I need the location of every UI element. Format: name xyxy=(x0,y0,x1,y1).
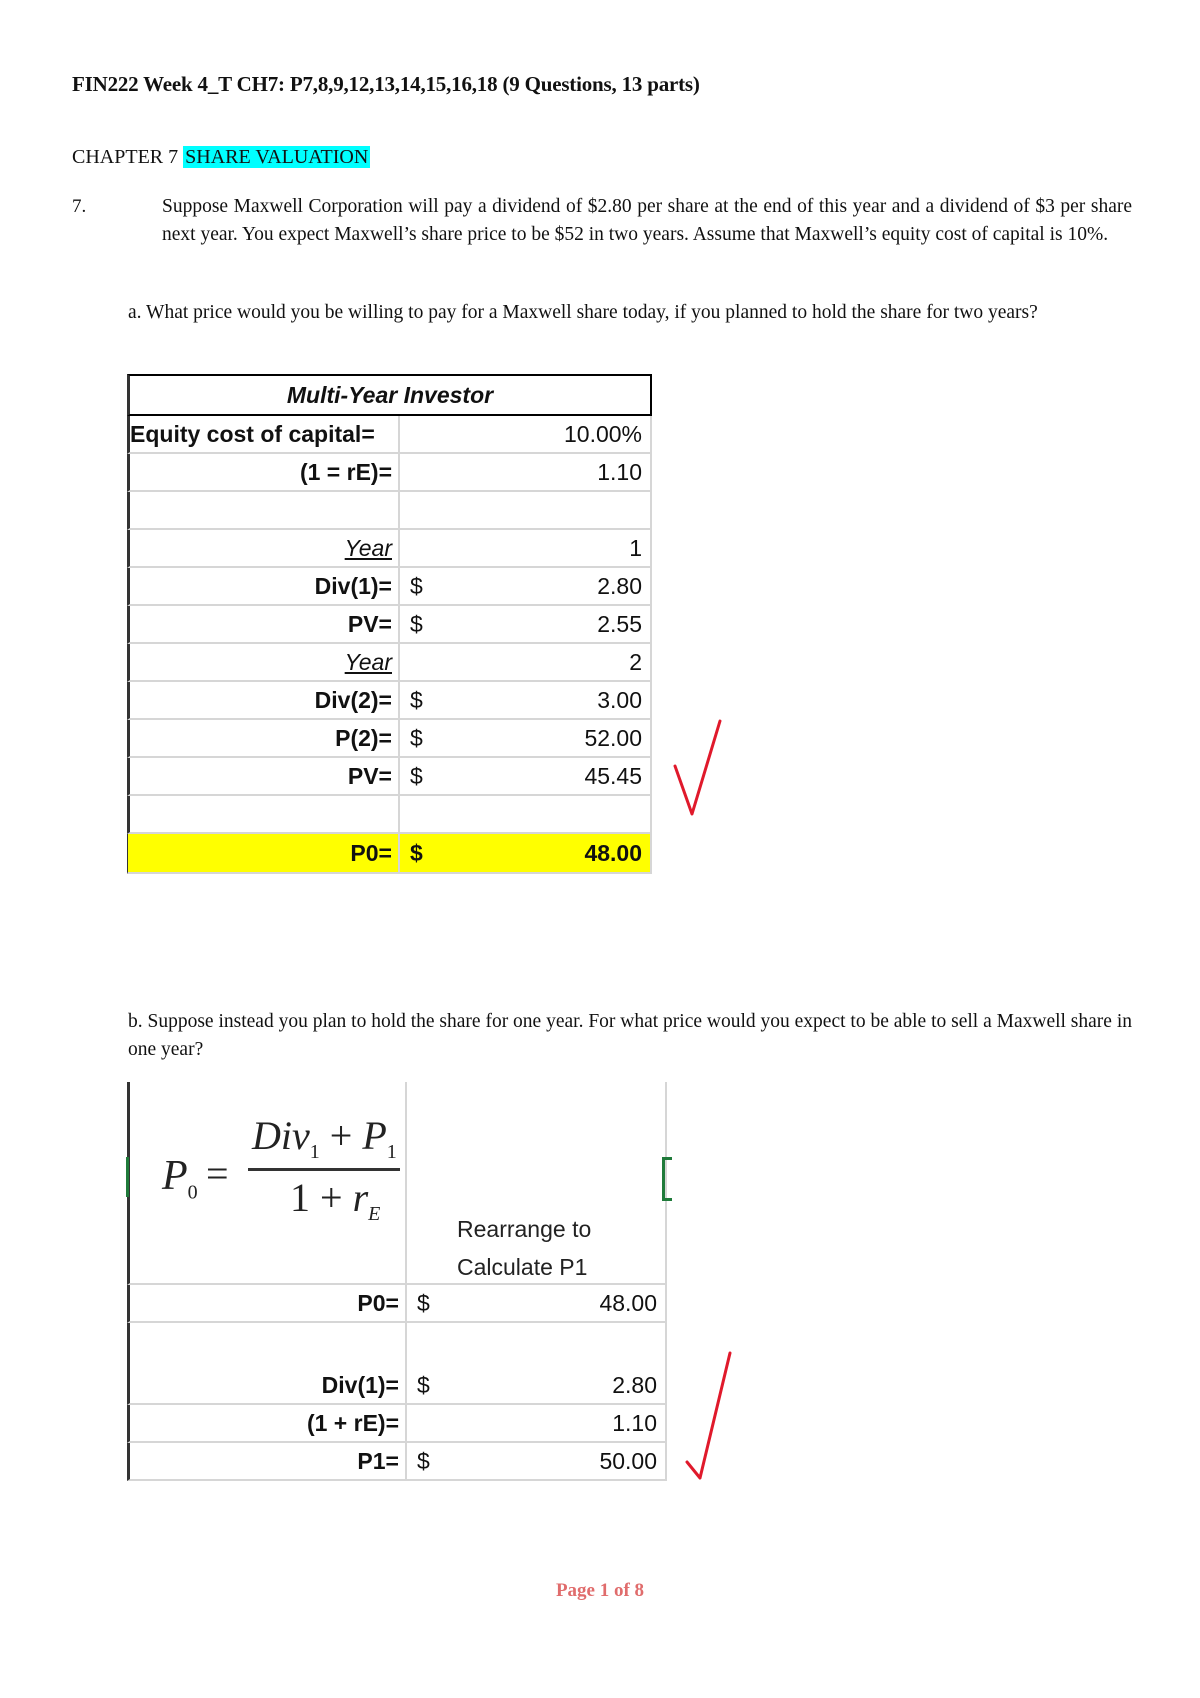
row-label: P0= xyxy=(128,834,400,872)
currency-symbol: $ xyxy=(417,1289,430,1316)
table-row xyxy=(127,682,652,720)
row-label: P1= xyxy=(130,1443,407,1479)
row-label: Equity cost of capital= xyxy=(130,416,400,452)
table-row xyxy=(127,568,652,606)
checkmark-icon xyxy=(672,718,724,818)
row-label: PV= xyxy=(130,758,400,794)
formula-block: $P_0$ = $Div_1 + P_1$ $1 + r_E$ Rearrange to Calculate P1 xyxy=(127,1082,667,1285)
row-label: Div(1)= xyxy=(130,1367,407,1403)
multi-year-investor-table xyxy=(127,374,652,874)
row-label: P0= xyxy=(130,1285,407,1321)
table-row xyxy=(127,454,652,492)
currency-symbol: $ xyxy=(410,572,423,599)
row-value: 48.00 xyxy=(447,1285,667,1321)
question-text: Suppose Maxwell Corporation will pay a dividend of $2.80 per share at the end of this year and a dividend of $3 per share next year. You expect Maxwell’s share price to be $52 in two years. Assume that Maxwell’s equity cost of capital is 10%. xyxy=(162,196,1132,245)
table-row-empty xyxy=(127,796,652,834)
cell-selection-marker xyxy=(126,1157,129,1197)
row-value: 2.80 xyxy=(447,1367,667,1403)
row-value: 1.10 xyxy=(400,454,652,490)
row-value: 2.55 xyxy=(440,606,652,642)
table-row xyxy=(127,758,652,796)
table-row xyxy=(127,1405,667,1443)
chapter-heading xyxy=(72,146,370,169)
rearrange-note: Rearrange to Calculate P1 xyxy=(457,1216,592,1280)
document-title: FIN222 Week 4_T CH7: P7,8,9,12,13,14,15,16,18 (9 Questions, 13 parts) xyxy=(72,72,700,96)
cell-selection-bracket xyxy=(662,1157,672,1201)
table-row xyxy=(127,606,652,644)
currency-symbol: $ xyxy=(410,686,423,713)
table-row xyxy=(127,720,652,758)
table-row xyxy=(127,644,652,682)
one-year-investor-table xyxy=(127,1082,667,1481)
question-part-a: a. What price would you be willing to pay for a Maxwell share today, if you planned to hold the share for two years? xyxy=(128,302,1038,323)
year-label: Year xyxy=(344,534,392,561)
currency-symbol: $ xyxy=(410,724,423,751)
question-number: 7. xyxy=(72,196,87,217)
fraction-bar xyxy=(248,1168,400,1171)
row-value: 2.80 xyxy=(440,568,652,604)
row-value: 3.00 xyxy=(440,682,652,718)
checkmark-icon xyxy=(684,1350,736,1480)
row-value: 1 xyxy=(400,530,652,566)
table-row-empty xyxy=(127,492,652,530)
currency-symbol: $ xyxy=(417,1447,430,1474)
currency-symbol: $ xyxy=(410,762,423,789)
table-row xyxy=(127,416,652,454)
row-value: 2 xyxy=(400,644,652,680)
chapter-title-highlight: SHARE VALUATION xyxy=(185,146,369,168)
table-row xyxy=(127,530,652,568)
row-value: 48.00 xyxy=(440,834,652,872)
page-number: Page 1 of 8 xyxy=(555,1580,645,1601)
row-value: 10.00% xyxy=(400,416,652,452)
year-label: Year xyxy=(344,648,392,675)
row-value: 1.10 xyxy=(447,1405,667,1441)
row-label: (1 + rE)= xyxy=(130,1405,407,1441)
row-label xyxy=(130,492,400,528)
currency-symbol: $ xyxy=(410,839,423,866)
table-row-empty xyxy=(127,1323,667,1367)
chapter-prefix: CHAPTER 7 xyxy=(72,146,179,168)
table-title: Multi-Year Investor xyxy=(127,374,652,416)
row-label: PV= xyxy=(130,606,400,642)
table-row-total xyxy=(127,834,652,874)
table-row xyxy=(127,1367,667,1405)
currency-symbol xyxy=(407,1405,447,1441)
row-label: Div(2)= xyxy=(130,682,400,718)
row-value: 45.45 xyxy=(440,758,652,794)
table-row xyxy=(127,1285,667,1323)
row-value xyxy=(400,492,652,528)
row-label: (1 = rE)= xyxy=(130,454,400,490)
currency-symbol: $ xyxy=(410,610,423,637)
row-value: 50.00 xyxy=(447,1443,667,1479)
row-label: Div(1)= xyxy=(130,568,400,604)
row-label: P(2)= xyxy=(130,720,400,756)
row-value: 52.00 xyxy=(440,720,652,756)
currency-symbol: $ xyxy=(417,1371,430,1398)
table-row xyxy=(127,1443,667,1481)
question-part-b: b. Suppose instead you plan to hold the share for one year. For what price would you expect to be able to sell a Maxwell share in one year? xyxy=(128,1011,1132,1060)
